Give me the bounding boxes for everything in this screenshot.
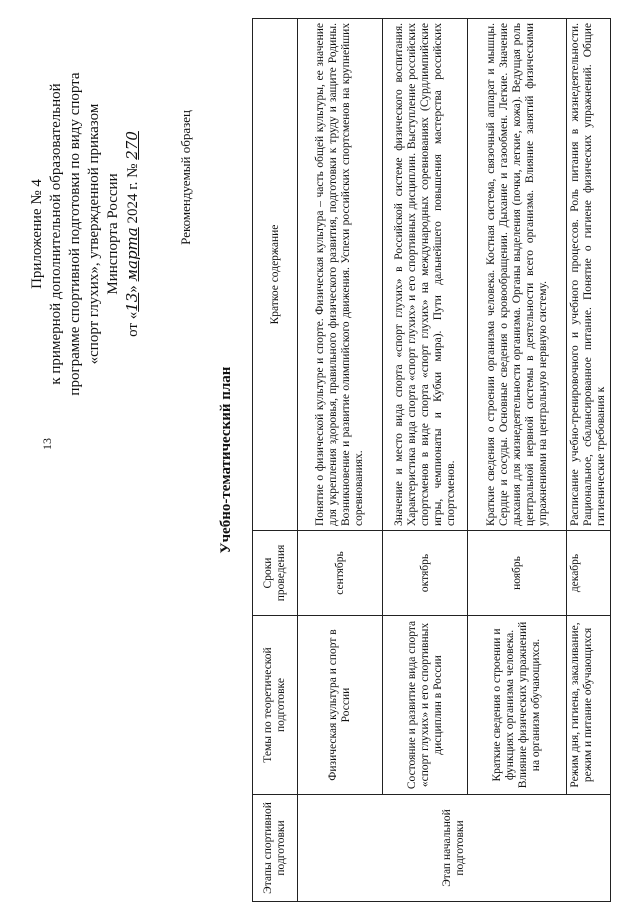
header-topic: Темы по теоретической подготовке [253, 616, 298, 795]
date-mid: » [125, 281, 141, 293]
date-month: марта [123, 227, 141, 282]
term-cell: ноябрь [468, 531, 567, 616]
topic-cell: Режим дня, гигиена, закаливание, режим и питание обучающихся [567, 616, 611, 795]
term-cell: сентябрь [298, 531, 383, 616]
appendix-line-5: Минспорта России [105, 173, 121, 295]
page-title: Учебно-тематический план [218, 366, 234, 554]
table-row [298, 19, 383, 902]
curriculum-table [252, 18, 611, 902]
date-prefix: от « [125, 311, 141, 337]
content-cell: Значение и место вида спорта «спорт глухих» в Российской системе физического воспитания. Характеристика вида спорта «спорт глухих» и его спортивных дисциплин. Выступление российских спортсменов в виде спорта «спорт глухих» на международных соревнованиях (Сурдлимпийские игры, чемпионаты и Кубки мира). Пути дальнейшего повышения мастерства российских спортсменов. [383, 19, 468, 531]
content-cell: Краткие сведения о строении организма человека. Костная система, связочный аппарат и мышцы. Сердце и сосуды. Основные сведения о кровообращении. Дыхание и газообмен. Легкие. Значение дыхания для жизнедеятельности организма. Органы выделения (почки, легкие, кожа). Ведущая роль центральной нервной системы в деятельности всего организма. Влияние занятий физическими упражнениями на центральную нервную систему. [468, 19, 567, 531]
appendix-line-3: программе спортивной подготовки по виду спорта [67, 72, 83, 396]
appendix-date-line [123, 24, 143, 444]
header-term: Сроки проведения [253, 531, 298, 616]
table-row [468, 19, 567, 902]
table-row [383, 19, 468, 902]
stage-cell: Этап начальной подготовки [298, 795, 611, 902]
date-year: 2024 г. № [125, 159, 141, 228]
term-cell: декабрь [567, 531, 611, 616]
topic-cell: Физическая культура и спорт в России [298, 616, 383, 795]
recommended-sample-note: Рекомендуемый образец [178, 110, 193, 245]
appendix-header [28, 24, 143, 444]
table-row [567, 19, 611, 902]
content-cell: Расписание учебно-тренировочного и учебного процессов. Роль питания в жизнедеятельности. Рациональное, сбалансированное питание. Понятие о гигиене физических упражнений. Общие гигиенические требования к [567, 19, 611, 531]
order-number: 270 [123, 131, 141, 160]
topic-cell: Краткие сведения о строении и функциях организма человека. Влияние физических упражнений на организм обучающихся. [468, 616, 567, 795]
topic-cell: Состояние и развитие вида спорта «спорт глухих» и его спортивных дисциплин в России [383, 616, 468, 795]
header-stage: Этапы спортивной подготовки [253, 795, 298, 902]
date-day: 13 [123, 292, 141, 312]
appendix-line-2: к примерной дополнительной образовательной [48, 83, 64, 385]
content-cell: Понятие о физической культуре и спорте. Физическая культура – часть общей культуры, ее значение для укрепления здоровья, правильного физического развития, подготовки к труду и защите Родины. Возникновение и развитие олимпийского движения. Успехи российских спортсменов на крупнейших соревнованиях. [298, 19, 383, 531]
header-content: Краткое содержание [253, 19, 298, 531]
term-cell: октябрь [383, 531, 468, 616]
appendix-line-4: «спорт глухих», утвержденной приказом [86, 103, 102, 365]
page-number: 13 [40, 438, 54, 450]
table-header-row [253, 19, 298, 902]
appendix-number: Приложение № 4 [29, 179, 45, 289]
